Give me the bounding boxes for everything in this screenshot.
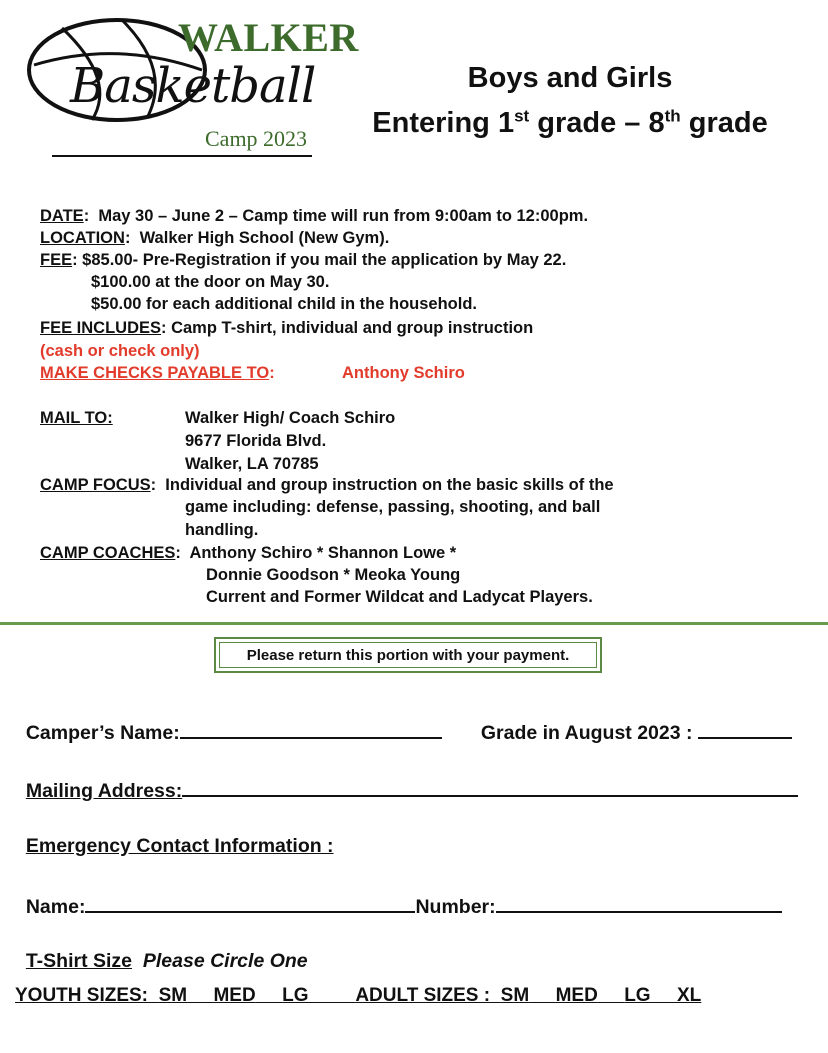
info-focus-line3: handling. [185,521,259,539]
info-fee-door: $100.00 at the door on May 30. [91,273,330,291]
grade-field[interactable] [698,719,792,739]
contact-name-field[interactable] [85,893,415,913]
info-location: LOCATION: Walker High School (New Gym). [40,229,390,247]
info-fee-additional: $50.00 for each additional child in the household. [91,295,477,313]
info-cash-note: (cash or check only) [40,342,200,360]
info-coaches-line2: Donnie Goodson * Meoka Young [206,566,461,584]
mailing-address-label: Mailing Address: [25,780,183,802]
info-mail-line3: Walker, LA 70785 [185,455,319,473]
tshirt-note: Please Circle One [142,950,308,972]
sizes-row [15,985,701,1007]
camper-name-field[interactable] [180,719,442,739]
adult-size-option[interactable]: LG [624,985,651,1006]
contact-name-label: Name: [25,896,86,918]
contact-number-label: Number: [415,896,496,918]
mailing-address-field[interactable] [182,777,798,797]
info-focus: CAMP FOCUS: Individual and group instruction on the basic skills of the [40,476,614,494]
youth-size-option[interactable]: LG [282,985,309,1006]
info-mail-label: MAIL TO: [40,409,113,427]
youth-sizes-label: YOUTH SIZES: [15,985,149,1006]
info-coaches-line3: Current and Former Wildcat and Ladycat Players. [206,588,593,606]
headline-line2: Entering 1st grade – 8th grade [372,106,768,139]
emergency-contact-label: Emergency Contact Information : [25,835,334,857]
tshirt-row [15,927,308,973]
info-payable: MAKE CHECKS PAYABLE TO: [40,364,275,382]
info-fee: FEE: $85.00- Pre-Registration if you mail the application by May 22. [40,251,567,269]
mailing-address-row [15,754,798,803]
info-mail-line2: 9677 Florida Blvd. [185,432,327,450]
youth-size-option[interactable]: SM [158,985,188,1006]
headline [310,56,828,146]
adult-size-option[interactable]: XL [677,985,702,1006]
info-focus-line2: game including: defense, passing, shooting, and ball [185,498,601,516]
contact-number-field[interactable] [496,893,782,913]
camper-name-row [15,696,442,745]
adult-sizes-label: ADULT SIZES : [355,985,491,1006]
camper-name-label: Camper’s Name: [25,722,180,744]
return-note-box [214,637,602,673]
adult-size-option[interactable]: SM [500,985,530,1006]
grade-label: Grade in August 2023 : [480,722,698,744]
contact-name-row [15,870,782,919]
tshirt-label: T-Shirt Size [25,950,133,972]
info-coaches: CAMP COACHES: Anthony Schiro * Shannon Lowe * [40,544,457,562]
logo-walker-text: WALKER [178,15,359,60]
emergency-contact-row [15,812,334,858]
adult-size-option[interactable]: MED [555,985,598,1006]
logo-basketball-text: Basketball [70,58,316,114]
info-payable-name: Anthony Schiro [342,364,465,382]
return-note-text: Please return this portion with your payment. [246,646,570,664]
section-divider [0,622,828,625]
grade-row [470,696,792,745]
info-date: DATE: May 30 – June 2 – Camp time will run from 9:00am to 12:00pm. [40,207,589,225]
logo-camp-text: Camp 2023 [205,126,308,151]
info-mail-line1: Walker High/ Coach Schiro [185,409,396,427]
info-fee-includes: FEE INCLUDES: Camp T-shirt, individual and group instruction [40,319,534,337]
youth-size-option[interactable]: MED [213,985,256,1006]
headline-line1: Boys and Girls [467,62,673,94]
